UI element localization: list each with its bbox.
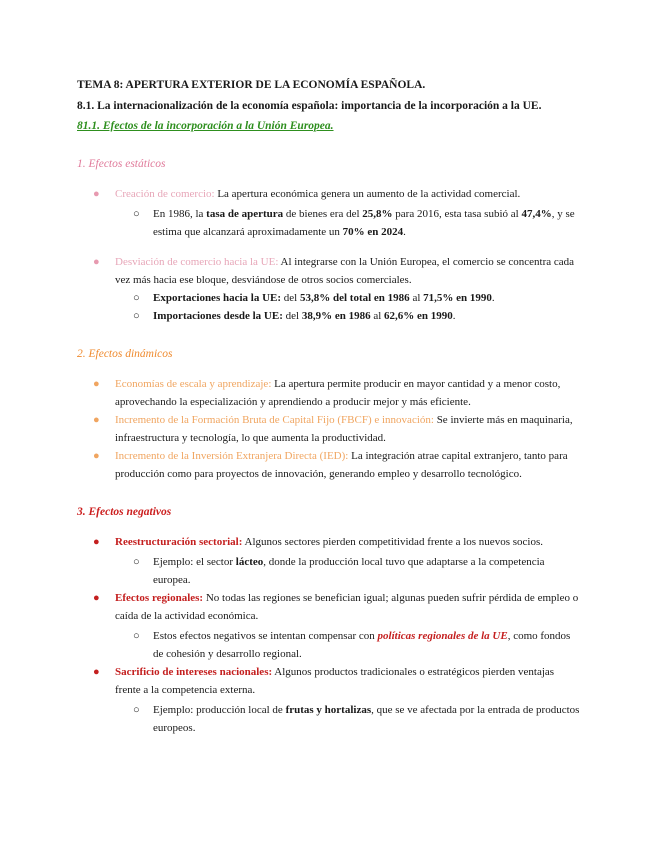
list-item [77, 663, 582, 737]
sub-bold: 25,8% [362, 208, 393, 220]
item-label: Sacrificio de intereses nacionales: [115, 666, 273, 678]
item-text: La apertura económica genera un aumento de la actividad comercial. [214, 188, 521, 200]
item-text: La integración atrae capital extranjero, tanto para producción como para proyectos de innovación, generando empleo y desarrollo tecnológico. [115, 450, 568, 480]
bullet-icon: ● [93, 592, 100, 604]
item-label: Incremento de la Formación Bruta de Capital Fijo (FBCF) e innovación: [115, 414, 434, 426]
sub-text: para 2016, esta tasa subió al [392, 208, 522, 220]
sub-bold: 62,6% en 1990 [384, 310, 453, 322]
item-text: Al integrarse con la Unión Europea, el comercio se concentra cada vez más hacia ese bloque, desviándose de otros socios comerciales. [115, 256, 575, 286]
sub-list [115, 289, 582, 325]
sub-list-item [115, 701, 582, 737]
sub-list-item [115, 307, 582, 325]
sub-bold: 53,8% del total en 1986 [299, 292, 410, 304]
sub-bold: 71,5% en 1990 [423, 292, 492, 304]
bullet-icon: ● [93, 666, 100, 678]
list-item [77, 253, 582, 325]
sub-list-item [115, 553, 582, 589]
item-label: Creación de comercio: [115, 188, 215, 200]
sub-bold: frutas y hortalizas [285, 704, 372, 716]
sub-text: de bienes era del [283, 208, 363, 220]
hollow-bullet-icon: ○ [133, 292, 140, 304]
list-item [77, 447, 582, 483]
list-item [77, 589, 582, 663]
static-effects-list [77, 185, 582, 325]
hollow-bullet-icon: ○ [133, 704, 140, 716]
sub-bold: 47,4% [521, 208, 552, 220]
sub-list-item [115, 627, 582, 663]
item-text: La apertura permite producir en mayor cantidad y a menor costo, aprovechando la especialización y aprendiendo a producir mejor y más eficiente. [115, 378, 561, 408]
item-text: Se invierte más en maquinaria, infraestructura y tecnología, lo que aumenta la productividad. [115, 414, 573, 444]
hollow-bullet-icon: ○ [133, 556, 140, 568]
item-text: No todas las regiones se benefician igual; algunas pueden sufrir pérdida de empleo o caída de la actividad económica. [115, 592, 579, 622]
list-item [77, 185, 582, 241]
sub-text: En 1986, la [153, 208, 207, 220]
item-label: Incremento de la Inversión Extranjera Directa (IED): [115, 450, 349, 462]
item-label: Desviación de comercio hacia la UE: [115, 256, 279, 268]
dynamic-effects-heading: 2. Efectos dinámicos [77, 348, 173, 360]
list-item [77, 411, 582, 447]
static-effects-heading: 1. Efectos estáticos [77, 158, 166, 170]
bullet-icon: ● [93, 188, 100, 200]
hollow-bullet-icon: ○ [133, 630, 140, 642]
sub-text: , que se ve afectada por la entrada de productos europeos. [153, 704, 580, 734]
sub-text: Ejemplo: producción local de [153, 704, 286, 716]
bullet-icon: ● [93, 536, 100, 548]
document-body [77, 76, 582, 737]
page-title: TEMA 8: APERTURA EXTERIOR DE LA ECONOMÍA ESPAÑOLA. [77, 79, 426, 91]
hollow-bullet-icon: ○ [133, 310, 140, 322]
sub-text: del [282, 310, 302, 322]
list-item [77, 375, 582, 411]
sub-text: . [491, 292, 495, 304]
sub-text: . [452, 310, 456, 322]
sub-highlight: políticas regionales de la UE [377, 630, 508, 642]
sub-text: , y se estima que alcanzará aproximadamente un [153, 208, 575, 238]
sub-bold: 38,9% en 1986 [301, 310, 371, 322]
sub-list-item [115, 289, 582, 307]
sub-list [115, 553, 582, 589]
bullet-icon: ● [93, 378, 100, 390]
sub-bold: 70% en 2024 [342, 226, 404, 238]
sub-text: Estos efectos negativos se intentan compensar con [153, 630, 378, 642]
sub-bold: Importaciones desde la UE: [153, 310, 283, 322]
sub-list [115, 627, 582, 663]
sub-list-item [115, 205, 582, 241]
sub-bold: lácteo [235, 556, 264, 568]
sub-text: del [281, 292, 300, 304]
sub-bold: Exportaciones hacia la UE: [153, 292, 282, 304]
spacer [77, 241, 582, 253]
item-text: Algunos sectores pierden competitividad frente a los nuevos socios. [242, 536, 543, 548]
sub-text: al [409, 292, 424, 304]
item-label: Efectos regionales: [115, 592, 204, 604]
item-label: Economías de escala y aprendizaje: [115, 378, 272, 390]
sub-text: al [370, 310, 385, 322]
item-text: Algunos productos tradicionales o estratégicos pierden ventajas frente a la competencia externa. [115, 666, 555, 696]
sub-text: , como fondos de cohesión y desarrollo regional. [153, 630, 571, 660]
list-item [77, 533, 582, 589]
sub-text: . [403, 226, 406, 238]
hollow-bullet-icon: ○ [133, 208, 140, 220]
sub-text: Ejemplo: el sector [153, 556, 236, 568]
bullet-icon: ● [93, 450, 100, 462]
sub-list [115, 701, 582, 737]
subsection-title: 81.1. Efectos de la incorporación a la Unión Europea. [77, 120, 334, 132]
bullet-icon: ● [93, 414, 100, 426]
sub-list [115, 205, 582, 241]
sub-text: , donde la producción local tuvo que adaptarse a la competencia europea. [153, 556, 545, 586]
negative-effects-heading: 3. Efectos negativos [77, 506, 172, 518]
item-label: Reestructuración sectorial: [115, 536, 243, 548]
section-title: 8.1. La internacionalización de la economía española: importancia de la incorporación a la UE. [77, 100, 542, 112]
negative-effects-list [77, 533, 582, 737]
sub-bold: tasa de apertura [206, 208, 284, 220]
bullet-icon: ● [93, 256, 100, 268]
dynamic-effects-list [77, 375, 582, 483]
